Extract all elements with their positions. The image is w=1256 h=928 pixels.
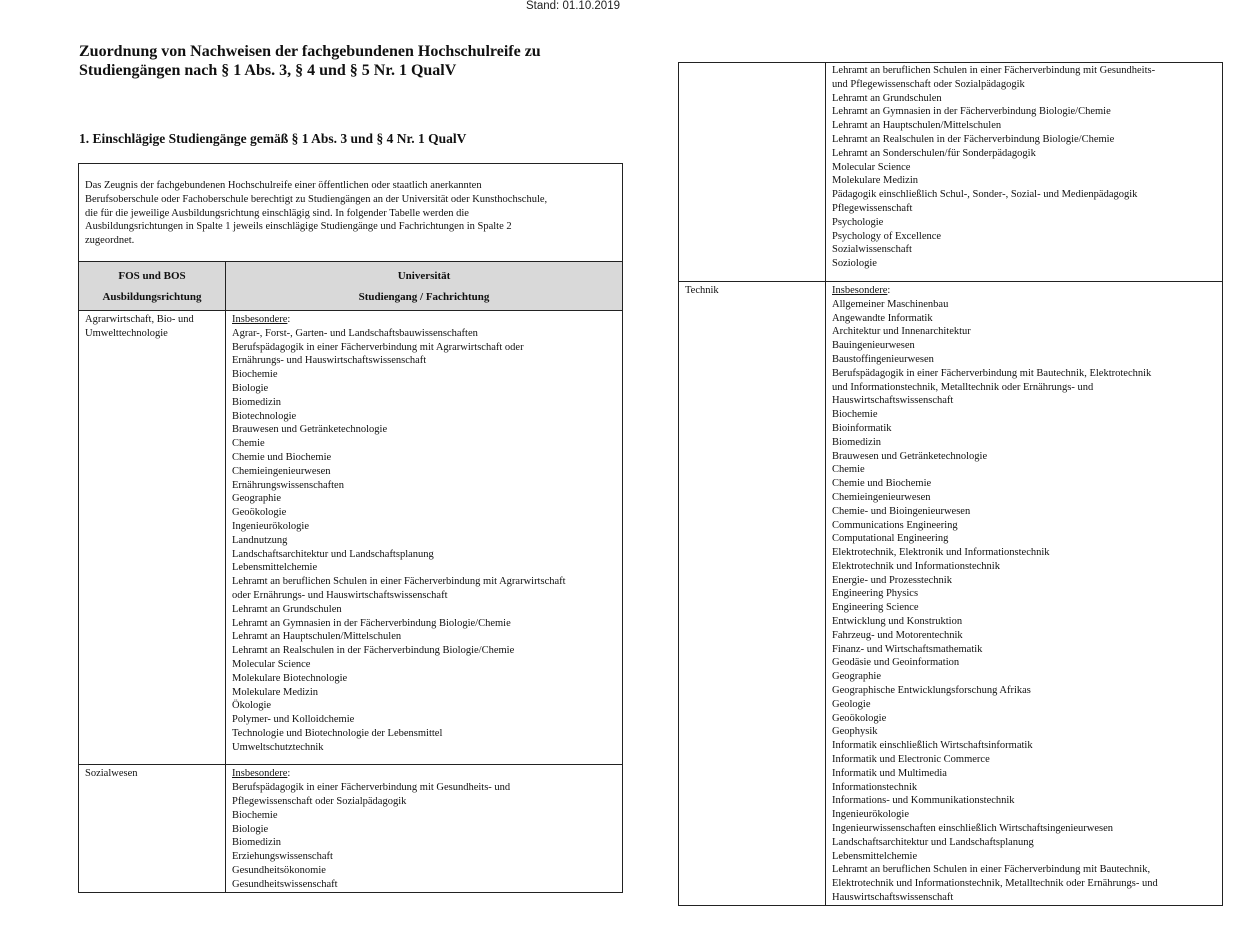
list-item: Geologie [832, 698, 871, 710]
list-label: Insbesondere [232, 313, 288, 325]
list-item: Fahrzeug- und Motorentechnik [832, 629, 963, 641]
list-item: Architektur und Innenarchitektur [832, 326, 971, 338]
title-line: Studiengängen nach § 1 Abs. 3, § 4 und § 5 Nr. 1 QualV [79, 62, 457, 79]
list-item: Molecular Science [832, 161, 911, 173]
list-item: Ökologie [232, 700, 272, 712]
table-row [679, 63, 1223, 282]
list-heading: Insbesondere: [832, 284, 891, 296]
list-item: Lehramt an Grundschulen [832, 92, 942, 104]
list-item: Brauwesen und Getränketechnologie [232, 424, 388, 436]
list-item: Geographie [832, 671, 881, 683]
list-item: Pädagogik einschließlich Schul-, Sonder-, Sozial- und Medienpädagogik [832, 189, 1138, 201]
document-date: Stand: 01.10.2019 [526, 0, 620, 12]
list-item: und Pflegewissenschaft oder Sozialpädagogik [832, 78, 1025, 90]
list-item: Bauingenieurwesen [832, 340, 915, 352]
studies-cell [826, 63, 1223, 282]
list-item: Erziehungswissenschaft [232, 851, 333, 863]
list-item: Lehramt an beruflichen Schulen in einer Fächerverbindung mit Agrarwirtschaft [232, 576, 566, 588]
list-item: Informatik und Multimedia [832, 767, 947, 779]
studies-cell [226, 310, 623, 765]
list-item: Informatik und Electronic Commerce [832, 754, 990, 766]
list-item: Biochemie [832, 409, 878, 421]
list-item: Chemie und Biochemie [832, 478, 932, 490]
studies-cell [826, 281, 1223, 905]
intro-text [79, 164, 623, 262]
direction-line: Technik [685, 284, 719, 296]
list-item: Chemie und Biochemie [232, 451, 332, 463]
list-item: Lebensmittelchemie [832, 850, 918, 862]
list-item: Lebensmittelchemie [232, 562, 318, 574]
list-item: Berufspädagogik in einer Fächerverbindung mit Gesundheits- und [232, 782, 511, 794]
list-item: Agrar-, Forst-, Garten- und Landschaftsbauwissenschaften [232, 327, 478, 339]
list-item: Umweltschutztechnik [232, 741, 324, 753]
direction-line: Sozialwesen [85, 768, 138, 780]
list-item: Bioinformatik [832, 422, 892, 434]
list-item: Geographie [232, 493, 281, 505]
header-line: Studiengang / Fachrichtung [358, 290, 490, 303]
list-heading: Insbesondere: [232, 768, 291, 780]
qualification-table-continued [678, 62, 1223, 906]
list-item: Lehramt an Realschulen in der Fächerverbindung Biologie/Chemie [832, 133, 1115, 145]
list-item: Hauswirtschaftswissenschaft [832, 395, 954, 407]
intro-line: Berufsoberschule oder Fachoberschule berechtigt zu Studiengängen an der Universität oder Kunsthochschule, [85, 193, 548, 205]
list-item: Lehramt an Sonderschulen/für Sonderpädagogik [832, 147, 1036, 159]
list-item: Biologie [232, 823, 269, 835]
direction-line: Agrarwirtschaft, Bio- und [85, 313, 194, 325]
list-item: Molekulare Biotechnologie [232, 672, 348, 684]
list-item: Biomedizin [232, 837, 281, 849]
list-item: Biomedizin [832, 436, 881, 448]
list-item: Geoökologie [832, 712, 887, 724]
list-item: Psychologie [832, 216, 884, 228]
list-item: Brauwesen und Getränketechnologie [832, 450, 988, 462]
list-item: Biotechnologie [232, 410, 297, 422]
list-item: Energie- und Prozesstechnik [832, 574, 952, 586]
intro-line: die für die jeweilige Ausbildungsrichtung einschlägig sind. In folgender Tabelle werden die [85, 207, 469, 219]
list-item: Pflegewissenschaft oder Sozialpädagogik [232, 796, 407, 808]
list-item: Chemieingenieurwesen [832, 491, 931, 503]
list-item: Baustoffingenieurwesen [832, 353, 934, 365]
list-item: Molekulare Medizin [232, 686, 319, 698]
document-title [79, 42, 639, 80]
list-item: Geophysik [832, 726, 878, 738]
header-line: FOS und BOS [118, 269, 186, 282]
list-item: Chemie [832, 464, 865, 476]
header-line: Universität [397, 269, 451, 282]
list-item: Elektrotechnik, Elektronik und Informationstechnik [832, 547, 1050, 559]
list-item: Biologie [232, 382, 269, 394]
list-item: Sozialwissenschaft [832, 244, 912, 256]
list-item: Lehramt an Grundschulen [232, 603, 342, 615]
list-item: Hauswirtschaftswissenschaft [832, 892, 954, 904]
list-item: Psychology of Excellence [832, 230, 942, 242]
list-item: Ernährungs- und Hauswirtschaftswissenschaft [232, 355, 427, 367]
direction-cell [79, 765, 226, 892]
list-item: Geoökologie [232, 507, 287, 519]
list-item: Berufspädagogik in einer Fächerverbindung mit Bautechnik, Elektrotechnik [832, 367, 1152, 379]
list-item: Biomedizin [232, 396, 281, 408]
list-item: Computational Engineering [832, 533, 949, 545]
title-line: Zuordnung von Nachweisen der fachgebundenen Hochschulreife zu [79, 43, 541, 60]
list-item: Informatik einschließlich Wirtschaftsinformatik [832, 740, 1033, 752]
list-label: Insbesondere [832, 284, 888, 296]
section-heading: 1. Einschlägige Studiengänge gemäß § 1 Abs. 3 und § 4 Nr. 1 QualV [79, 131, 467, 146]
list-item: Polymer- und Kolloidchemie [232, 714, 355, 726]
list-item: Pflegewissenschaft [832, 202, 913, 214]
direction-cell [79, 310, 226, 765]
list-item: Informationstechnik [832, 781, 918, 793]
list-item: Lehramt an Hauptschulen/Mittelschulen [832, 120, 1002, 132]
list-item: oder Ernährungs- und Hauswirtschaftswissenschaft [232, 589, 448, 601]
list-item: Lehramt an Gymnasien in der Fächerverbindung Biologie/Chemie [232, 617, 511, 629]
studies-cell [226, 765, 623, 892]
list-item: Allgemeiner Maschinenbau [832, 298, 949, 310]
list-item: Molekulare Medizin [832, 175, 919, 187]
list-item: Engineering Science [832, 602, 919, 614]
direction-line: Umwelttechnologie [85, 327, 168, 339]
list-item: Gesundheitsökonomie [232, 865, 326, 877]
list-item: Geodäsie und Geoinformation [832, 657, 960, 669]
list-item: Lehramt an beruflichen Schulen in einer Fächerverbindung mit Bautechnik, [832, 864, 1151, 876]
list-item: Lehramt an Realschulen in der Fächerverbindung Biologie/Chemie [232, 645, 515, 657]
list-item: Technologie und Biotechnologie der Lebensmittel [232, 727, 443, 739]
list-item: Berufspädagogik in einer Fächerverbindung mit Agrarwirtschaft oder [232, 341, 524, 353]
list-item: Geographische Entwicklungsforschung Afrikas [832, 685, 1031, 697]
table-row [79, 310, 623, 765]
list-item: Finanz- und Wirtschaftsmathematik [832, 643, 983, 655]
list-item: Chemieingenieurwesen [232, 465, 331, 477]
list-heading: Insbesondere: [232, 313, 291, 325]
list-item: Soziologie [832, 258, 877, 270]
qualification-table [78, 163, 623, 893]
list-item: Entwicklung und Konstruktion [832, 616, 963, 628]
list-item: Biochemie [232, 809, 278, 821]
list-label: Insbesondere [232, 768, 288, 780]
header-line: Ausbildungsrichtung [102, 290, 202, 303]
list-item: Elektrotechnik und Informationstechnik [832, 560, 1000, 572]
list-item: Ernährungswissenschaften [232, 479, 344, 491]
list-item: Lehramt an Hauptschulen/Mittelschulen [232, 631, 402, 643]
list-item: Lehramt an beruflichen Schulen in einer Fächerverbindung mit Gesundheits- [832, 65, 1156, 76]
column-header-direction [79, 261, 226, 310]
table-row [679, 281, 1223, 905]
list-item: Ingenieurökologie [232, 520, 309, 532]
table-row [79, 765, 623, 892]
list-item: Chemie [232, 438, 265, 450]
list-item: Informations- und Kommunikationstechnik [832, 795, 1015, 807]
list-item: Engineering Physics [832, 588, 919, 600]
direction-cell [679, 63, 826, 282]
list-item: Landschaftsarchitektur und Landschaftsplanung [832, 836, 1034, 848]
list-item: Lehramt an Gymnasien in der Fächerverbindung Biologie/Chemie [832, 106, 1111, 118]
list-item: Biochemie [232, 369, 278, 381]
intro-line: Das Zeugnis der fachgebundenen Hochschulreife einer öffentlichen oder staatlich anerkannten [85, 180, 482, 191]
list-item: Molecular Science [232, 658, 311, 670]
column-header-studies [226, 261, 623, 310]
list-item: Angewandte Informatik [832, 312, 933, 324]
direction-cell [679, 281, 826, 905]
list-item: und Informationstechnik, Metalltechnik oder Ernährungs- und [832, 381, 1094, 393]
list-item: Landnutzung [232, 534, 288, 546]
list-item: Landschaftsarchitektur und Landschaftsplanung [232, 548, 434, 560]
list-item: Communications Engineering [832, 519, 958, 531]
list-item: Elektrotechnik und Informationstechnik, Metalltechnik oder Ernährungs- und [832, 878, 1158, 890]
list-item: Chemie- und Bioingenieurwesen [832, 505, 971, 517]
list-item: Gesundheitswissenschaft [232, 878, 338, 890]
intro-line: Ausbildungsrichtungen in Spalte 1 jeweils einschlägige Studiengänge und Fachrichtungen in Spalte 2 [85, 221, 512, 233]
list-item: Ingenieurwissenschaften einschließlich Wirtschaftsingenieurwesen [832, 823, 1114, 835]
intro-line: zugeordnet. [85, 235, 135, 247]
list-item: Ingenieurökologie [832, 809, 909, 821]
